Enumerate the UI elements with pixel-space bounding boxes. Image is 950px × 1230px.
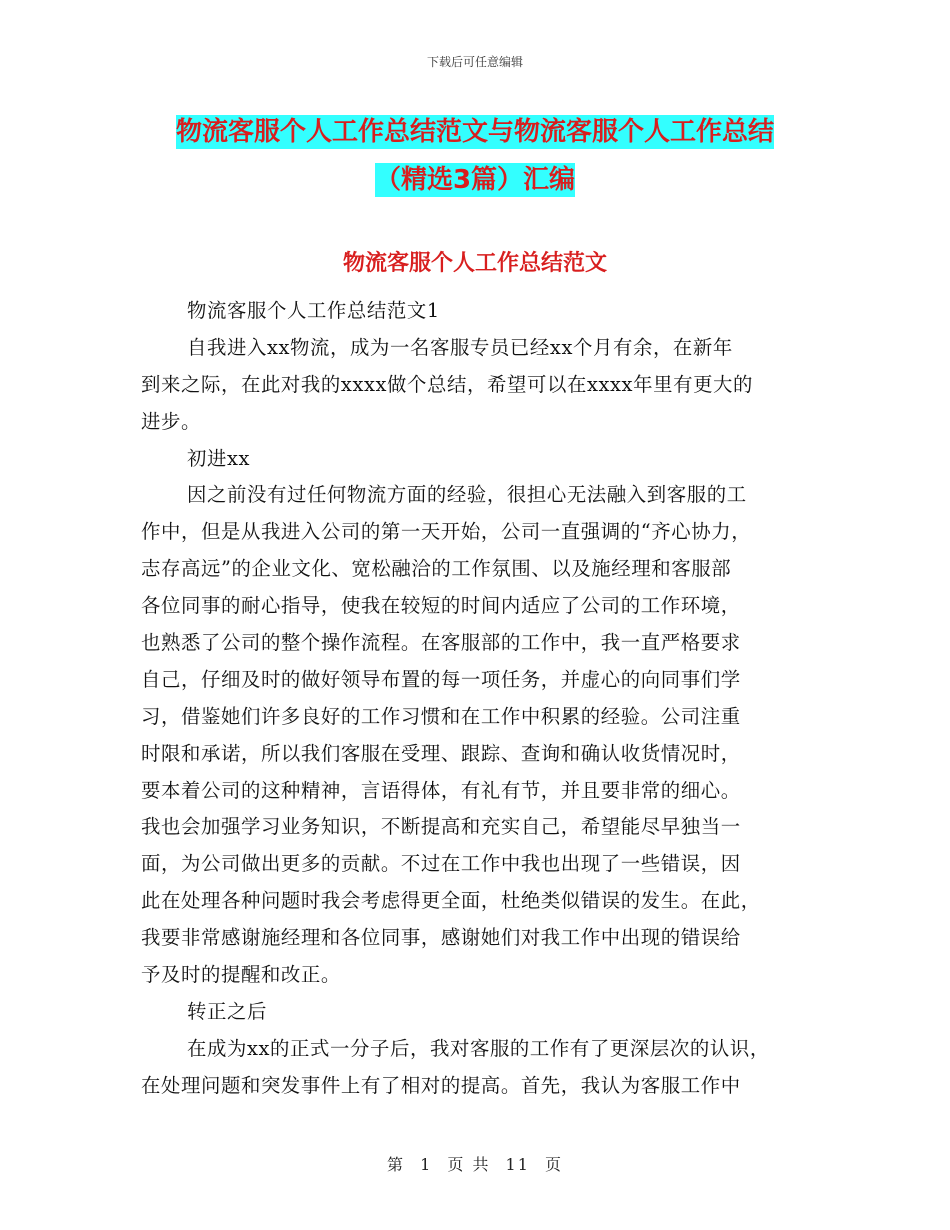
subheading: 转正之后 — [187, 999, 267, 1023]
subheading: 物流客服个人工作总结范文1 — [187, 299, 440, 322]
paragraph-line: 我也会加强学习业务知识，不断提高和充实自己，希望能尽早独当一 — [141, 815, 741, 839]
paragraph-line: 进步。 — [141, 409, 201, 433]
paragraph-line: 习，借鉴她们许多良好的工作习惯和在工作中积累的经验。公司注重 — [141, 704, 741, 728]
paragraph-line: 在处理问题和突发事件上有了相对的提高。首先，我认为客服工作中 — [141, 1073, 741, 1097]
footer-middle: 页 共 — [447, 1155, 491, 1174]
paragraph-line: 此在处理各种问题时我会考虑得更全面，杜绝类似错误的发生。在此， — [141, 889, 761, 913]
paragraph-line: 各位同事的耐心指导，使我在较短的时间内适应了公司的工作环境， — [141, 594, 741, 618]
paragraph-line: 时限和承诺，所以我们客服在受理、跟踪、查询和确认收货情况时， — [141, 741, 741, 765]
title-line-2: （精选3篇）汇编 — [374, 165, 576, 195]
paragraph-line: 也熟悉了公司的整个操作流程。在客服部的工作中，我一直严格要求 — [141, 631, 741, 655]
footer-total-pages: 11 — [505, 1155, 530, 1174]
title-line-1: 物流客服个人工作总结范文与物流客服个人工作总结 — [175, 117, 774, 147]
paragraph-line: 予及时的提醒和改正。 — [141, 963, 341, 987]
paragraph-line: 到来之际，在此对我的xxxx做个总结，希望可以在xxxx年里有更大的 — [141, 372, 754, 396]
footer-suffix: 页 — [545, 1155, 564, 1174]
paragraph-line: 面，为公司做出更多的贡献。不过在工作中我也出现了一些错误，因 — [141, 852, 741, 876]
footer-page-number: 1 — [420, 1155, 433, 1174]
subheading: 初进xx — [187, 446, 251, 470]
section-title: 物流客服个人工作总结范文 — [342, 251, 607, 276]
paragraph-line: 在成为xx的正式一分子后，我对客服的工作有了更深层次的认识， — [187, 1036, 770, 1060]
paragraph-line: 作中，但是从我进入公司的第一天开始，公司一直强调的“齐心协力， — [141, 520, 752, 544]
paragraph-line: 自我进入xx物流，成为一名客服专员已经xx个月有余，在新年 — [187, 335, 733, 359]
paragraph-line: 自己，仔细及时的做好领导布置的每一项任务，并虚心的向同事们学 — [141, 667, 741, 691]
paragraph-line: 志存高远”的企业文化、宽松融洽的工作氛围、以及施经理和客服部 — [141, 557, 732, 581]
footer-prefix: 第 — [386, 1155, 405, 1174]
paragraph-line: 要本着公司的这种精神，言语得体，有礼有节，并且要非常的细心。 — [141, 778, 741, 802]
body-text — [141, 293, 809, 1105]
header-note: 下载后可任意编辑 — [426, 55, 523, 69]
document-title — [0, 108, 950, 204]
paragraph-line: 因之前没有过任何物流方面的经验，很担心无法融入到客服的工 — [187, 483, 747, 507]
paragraph-line: 我要非常感谢施经理和各位同事，感谢她们对我工作中出现的错误给 — [141, 926, 741, 950]
page-footer — [0, 1152, 950, 1175]
